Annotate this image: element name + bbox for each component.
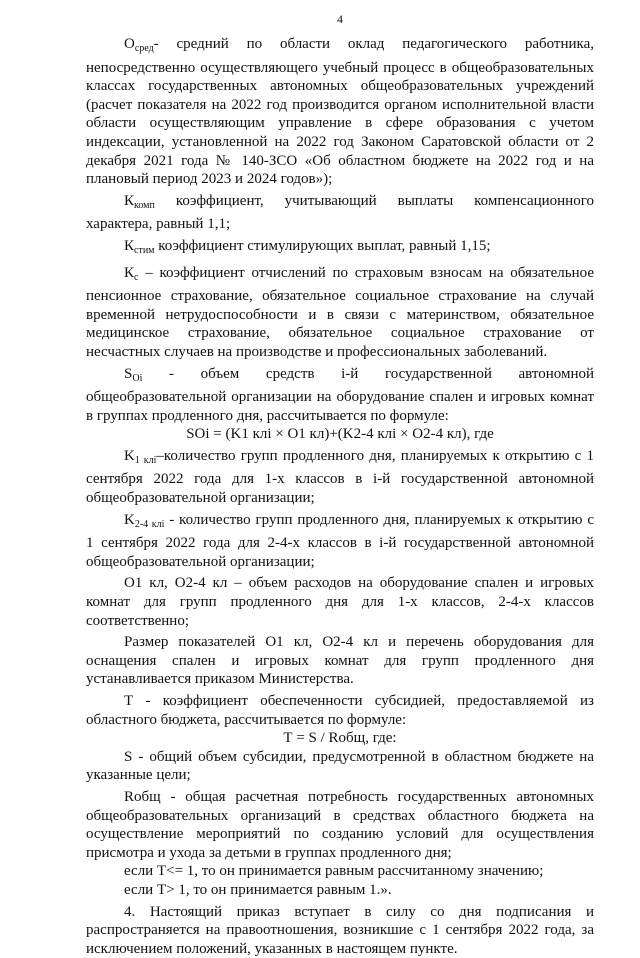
definition-text: - средний по области оклад педагогического работника, непосредственно осуществляющего учебный процесс в общеобразовательных классах государственных автономных общеобразовательных учреждений (расчет показателя на 2022 год производится органом исполнительной власти области осуществляющим управление в сфере образования с учетом индексации, установленной на 2022 год Законом Саратовской области от 2 декабря 2021 года № 140-ЗСО «Об областном бюджете на 2022 год и на плановый период 2023 и 2024 годов»); (86, 36, 594, 188)
symbol-subscript: Oi (132, 372, 143, 384)
definition-s-oi (86, 365, 594, 426)
definition-k-stim (86, 237, 594, 261)
symbol: К (124, 237, 135, 254)
definition-r-obsch: Rобщ - общая расчетная потребность государственных автономных общеобразовательных организаций в средствах областного бюджета на осуществление мероприятий по созданию условий для осуществления присмотра и ухода за детьми в группах продленного дня; (86, 788, 594, 861)
symbol-subscript: стим (134, 244, 155, 256)
definition-k-komp (86, 192, 594, 234)
symbol-subscript: сред (134, 43, 154, 54)
symbol: К (124, 192, 135, 209)
definition-k2-4 (86, 511, 594, 572)
symbol-subscript: с (134, 271, 139, 283)
definition-s: S - общий объем субсидии, предусмотренной в областном бюджете на указанные цели; (86, 748, 594, 784)
condition-less-equal: если Т<= 1, то он принимается равным рассчитанному значению; (124, 863, 544, 880)
size-paragraph: Размер показателей O1 кл, O2-4 кл и перечень оборудования для оснащения спален и игровых комнат для групп продленного дня устанавливается приказом Министерства. (86, 634, 594, 688)
symbol: S (124, 365, 133, 382)
definition-k1 (86, 447, 594, 508)
definition-o-kl: O1 кл, O2-4 кл – объем расходов на оборудование спален и игровых комнат для групп продленного дня для 1-х классов, 2-4-х классов соответственно; (86, 575, 594, 629)
definition-text: – коэффициент отчислений по страховым взносам на обязательное пенсионное страхование, обязательное социальное страхование на случай временной нетрудоспособности и в связи с материнством, обязательное медицинское страхование, обязательное социальное страхование от несчастных случаев на производстве и профессиональных заболеваний. (86, 264, 594, 360)
condition-greater: если Т> 1, то он принимается равным 1.». (124, 881, 392, 898)
formula-s-oi: SОi = (K1 клi × O1 кл)+(K2-4 клi × O2-4 кл), где (186, 426, 494, 443)
definition-text: - количество групп продленного дня, планируемых к открытию с 1 сентября 2022 года для 2-4-х классов в i-й государственной автономной общеобразовательной организации; (86, 511, 594, 570)
symbol-subscript: комп (134, 199, 155, 211)
definition-o-sred (86, 35, 594, 189)
definition-t: Т - коэффициент обеспеченности субсидией, предоставляемой из областного бюджета, рассчитывается по формуле: (86, 693, 594, 728)
symbol: К (124, 264, 135, 281)
final-paragraph: 4. Настоящий приказ вступает в силу со дня подписания и распространяется на правоотношения, возникшие с 1 сентября 2022 года, за исключением положений, указанных в настоящем пункте. (86, 903, 594, 957)
symbol-subscript: 1 клi (134, 454, 157, 466)
definition-text: - объем средств i-й государственной автономной общеобразовательной организации на оборудование спален и игровых комнат в группах продленного дня, рассчитывается по формуле: (86, 365, 594, 424)
definition-text: –количество групп продленного дня, планируемых к открытию с 1 сентября 2022 года для 1-х классов в i-й государственной автономной общеобразовательной организации; (86, 447, 594, 507)
symbol-subscript: 2-4 клi (134, 518, 165, 530)
definition-k-s (86, 264, 594, 362)
page-number: 4 (337, 12, 343, 26)
symbol: K (124, 447, 135, 464)
definition-text: коэффициент стимулирующих выплат, равный 1,15; (154, 237, 491, 254)
symbol: K (124, 511, 135, 528)
definition-text: коэффициент, учитывающий выплаты компенсационного характера, равный 1,1; (86, 192, 594, 233)
formula-t: Т = S / Rобщ, где: (283, 730, 397, 747)
symbol: О (124, 36, 135, 52)
